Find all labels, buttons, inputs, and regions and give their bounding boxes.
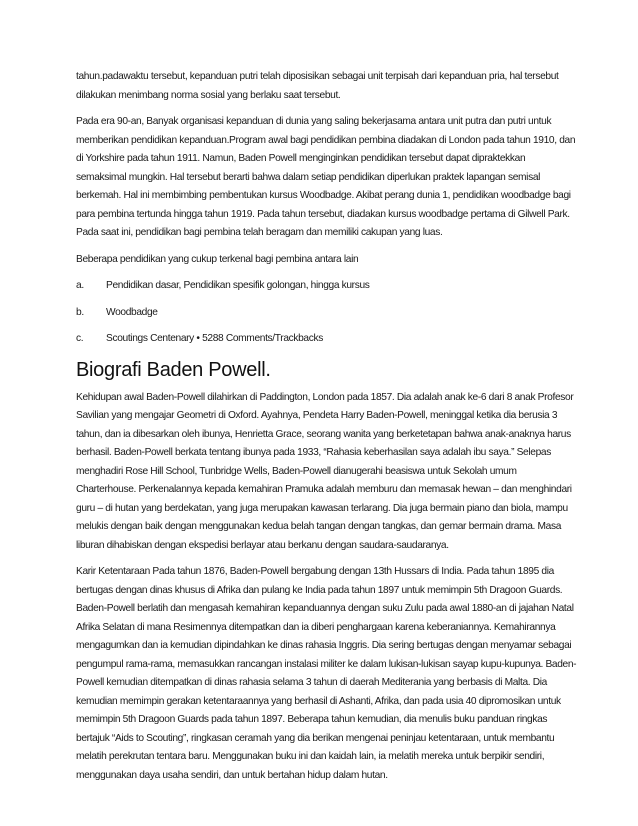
bio-paragraph-2: Karir Ketentaraan Pada tahun 1876, Baden-Powell bergabung dengan 13th Hussars di India. Pada tahun 1895 dia bertugas dengan dinas khusus di Afrika dan pulang ke India pada tahun 1897 untuk memimpin 5th Dragoon Guards. Baden-Powell berlatih dan mengasah kemahiran kepanduannya dengan suku Zulu pada awal 1880-an di jajahan Natal Afrika Selatan di mana Resimennya ditempatkan dan ia diberi penghargaan karena keberaniannya. Kemahirannya mengagumkan dan ia kemudian dipindahkan ke dinas rahasia Inggris. Dia sering bertugas dengan menyamar sebagai pengumpul rama-rama, memasukkan rancangan instalasi militer ke dalam lukisan-lukisan sayap kupu-kupunya. Baden-Powell kemudian ditempatkan di dinas rahasia selama 3 tahun di daerah Mediterania yang berbasis di Malta. Dia kemudian memimpin gerakan ketentaraannya yang berhasil di Ashanti, Afrika, dan pada usia 40 dipromosikan untuk memimpin 5th Dragoon Guards pada tahun 1897. Beberapa tahun kemudian, dia menulis buku panduan ringkas bertajuk “Aids to Scouting”, ringkasan ceramah yang dia berikan mengenai peninjau ketentaraan, untuk membantu melatih perekrutan tentara baru. Menggunakan buku ini dan kaidah lain, ia melatih mereka untuk berpikir sendiri, menggunakan daya usaha sendiri, dan untuk bertahan hidup dalam hutan. [76,566,577,781]
intro-paragraph-3: Beberapa pendidikan yang cukup terkenal bagi pembina antara lain [76,253,359,265]
list-marker: a. [76,280,84,291]
intro-paragraph-1: tahun.padawaktu tersebut, kepanduan putri telah diposisikan sebagai unit terpisah dari kepanduan pria, hal tersebut dilakukan menimbang norma sosial yang berlaku saat tersebut. [76,71,559,101]
list-item [76,304,578,323]
training-list [76,277,578,349]
section-heading: Biografi Baden Powell. [76,358,271,381]
bio-paragraph-1: Kehidupan awal Baden-Powell dilahirkan di Paddington, London pada 1857. Dia adalah anak ke-6 dari 8 anak Profesor Savilian yang mengajar Geometri di Oxford. Ayahnya, Pendeta Harry Baden-Powell, meninggal ketika dia berusia 3 tahun, dan ia dibesarkan oleh ibunya, Henrietta Grace, seorang wanita yang berketetapan bahwa anak-anaknya harus berhasil. Baden-Powell berkata tentang ibunya pada 1933, “Rahasia keberhasilan saya adalah ibu saya.” Selepas menghadiri Rose Hill School, Tunbridge Wells, Baden-Powell dianugerahi beasiswa untuk Sekolah umum Charterhouse. Perkenalannya kepada kemahiran Pramuka adalah memburu dan memasak hewan – dan menghindari guru – di hutan yang berdekatan, yang juga merupakan kawasan terlarang. Dia juga bermain piano dan biola, mampu melukis dengan baik dengan menggunakan kedua belah tangan dengan tangkas, dan gemar bermain drama. Masa liburan dihabiskan dengan ekspedisi berlayar atau berkanu dengan saudara-saudaranya. [76,391,574,551]
list-marker: b. [76,306,84,318]
list-marker: c. [76,333,84,344]
list-item-text: Pendidikan dasar, Pendidikan spesifik golongan, hingga kursus [106,280,370,291]
list-item [76,277,578,296]
list-item [76,330,578,349]
list-item-text: Scoutings Centenary • 5288 Comments/Trackbacks [106,333,323,344]
intro-paragraph-2: Pada era 90-an, Banyak organisasi kepanduan di dunia yang saling bekerjasama antara unit putra dan putri untuk memberikan pendidikan kepanduan.Program awal bagi pendidikan pembina diadakan di London pada tahun 1910, dan di Yorkshire pada tahun 1911. Namun, Baden Powell menginginkan pendidikan tersebut dapat dipraktekkan semaksimal mungkin. Hal tersebut berarti bahwa dalam setiap pendidikan diperlukan praktek lapangan semisal berkemah. Hal ini membimbing pembentukan kursus Woodbadge. Akibat perang dunia 1, pendidikan woodbadge bagi para pembina tertunda hingga tahun 1919. Pada tahun tersebut, diadakan kursus woodbadge pertama di Gilwell Park. Pada saat ini, pendidikan bagi pembina telah beragam dan memiliki cakupan yang luas. [76,116,576,238]
list-item-text: Woodbadge [106,306,158,318]
